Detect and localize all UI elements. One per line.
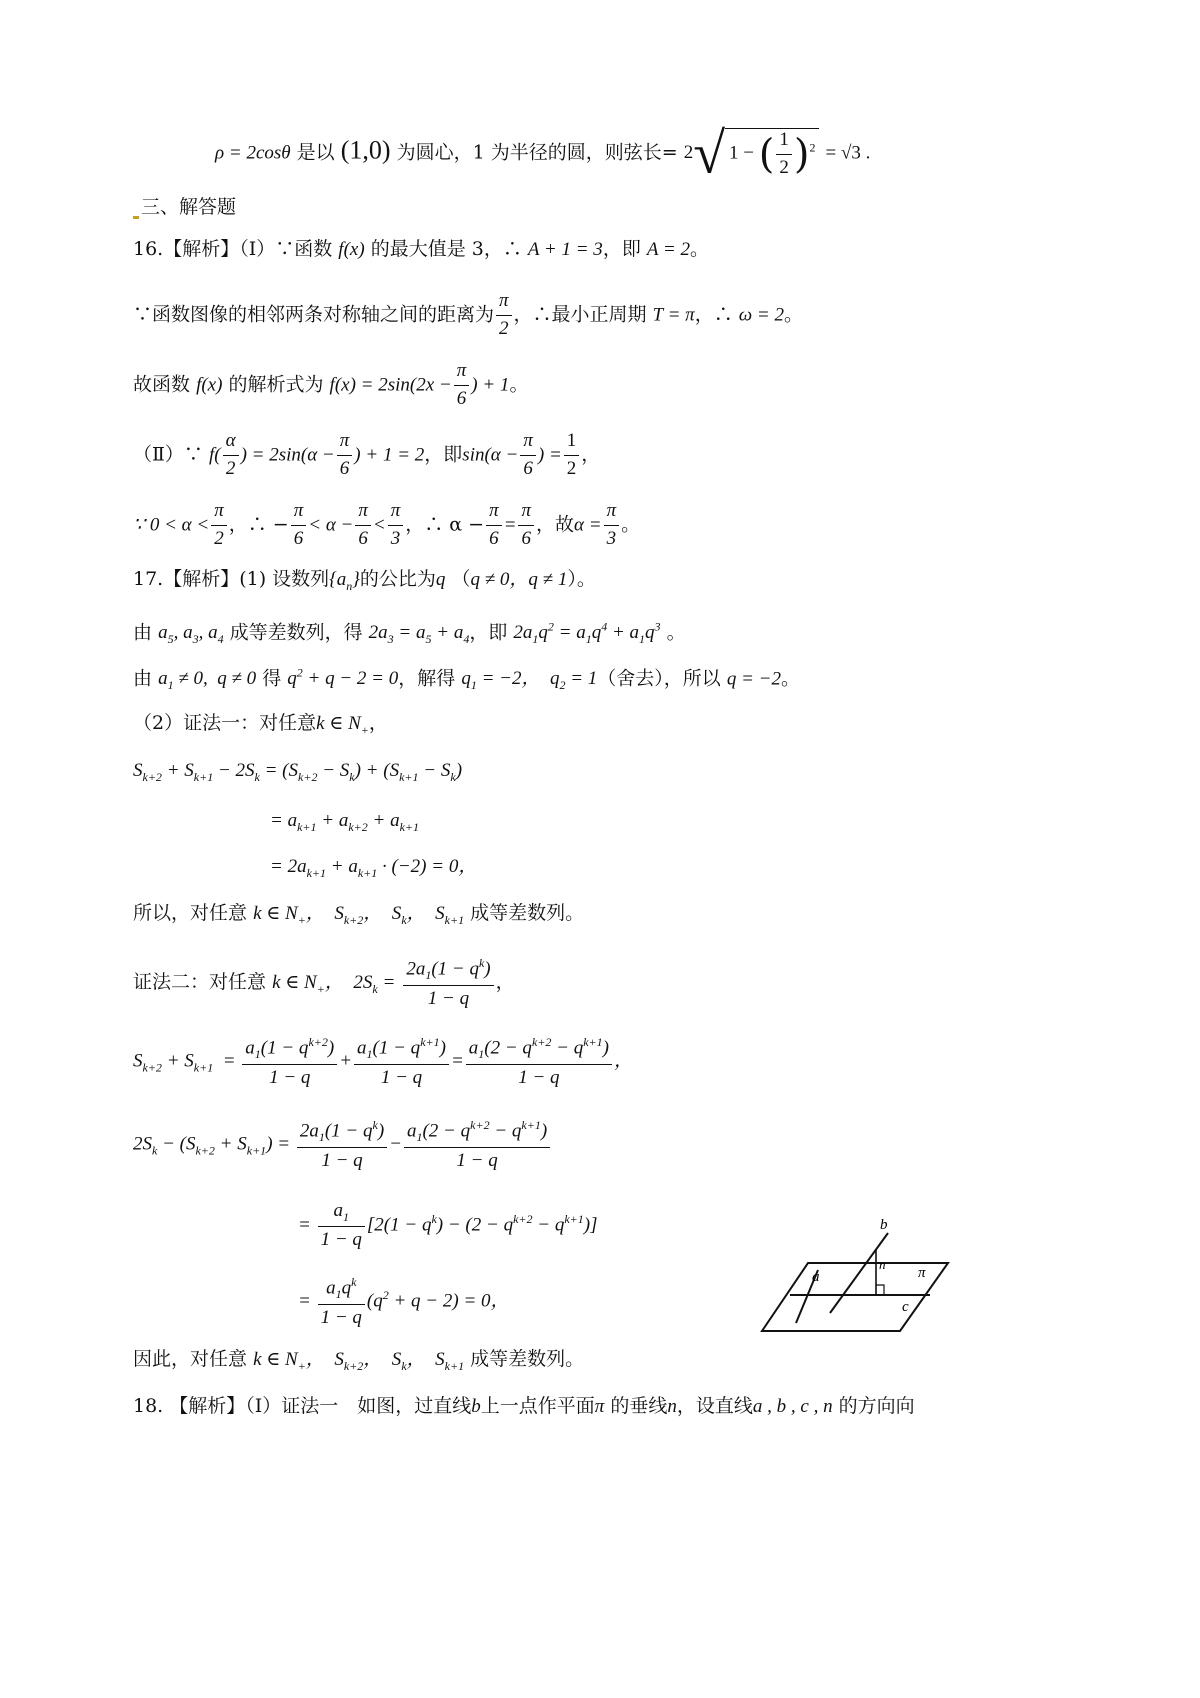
math: ∵ 0 < α <: [133, 514, 210, 536]
math: A + 1 = 3: [527, 239, 603, 260]
math: $q^2 + q - 2 = 0$: [287, 666, 399, 690]
text: ，∴: [694, 303, 733, 326]
text: 的最大值是 3，∴: [370, 238, 522, 260]
text: 。: [509, 373, 529, 396]
q17-eq-3: = $2a_{k+1} + a_{k+1} \cdot (-2) = 0$，: [270, 856, 478, 880]
math: ) = 2sin(α −: [240, 444, 335, 466]
q18-line-1: [133, 1395, 915, 1419]
q17-line-8: [133, 902, 584, 927]
math: b: [471, 1396, 481, 1417]
fraction: $\frac{a_1(2 - q^{k+2} - q^{k+1})}{1 - q}$: [404, 1118, 550, 1172]
math: q = −2: [726, 668, 782, 690]
text: 由: [133, 667, 153, 690]
plane-figure: [760, 1215, 960, 1340]
label-b: b: [880, 1217, 888, 1233]
text: ，∴最小正周期: [513, 303, 647, 326]
math: q ≠ 0，q ≠ 1: [470, 569, 568, 590]
math: T = π: [652, 304, 695, 326]
math: f(x): [338, 239, 365, 260]
text: 。: [689, 238, 709, 260]
math: ) =: [537, 444, 562, 466]
center-point: (1,0): [340, 135, 391, 165]
pi-over-6: $\frac{\pi}{6}$: [337, 430, 353, 481]
math: f(: [208, 444, 221, 466]
q17-line-2: [133, 620, 686, 647]
pi-over-6: $\frac{\pi}{6}$: [520, 430, 536, 481]
line-b: [830, 1233, 888, 1313]
label-c: c: [902, 1299, 909, 1315]
math: <: [372, 514, 386, 536]
text: ，即: [602, 238, 641, 260]
text: 为圆心，1 为半径的圆，则弦长=: [396, 141, 678, 164]
analysis-tag: 【解析】: [163, 238, 240, 260]
q17-line-3: [133, 666, 800, 693]
text: ，∴ α −: [405, 513, 485, 536]
text: ∵函数图像的相邻两条对称轴之间的距离为: [133, 303, 495, 326]
fraction: $\frac{a_1(1 - q^{k+1})}{1 - q}$: [354, 1035, 449, 1089]
fraction: $\frac{a_1}{1 - q}$: [318, 1200, 365, 1252]
one-half: $\frac{1}{2}$: [564, 430, 580, 481]
q17-line-1: 17.【解析】(1) 设数列$\{a_n\}$的公比为q （q ≠ 0，q ≠ 1）。: [133, 568, 596, 593]
math: q: [435, 569, 446, 590]
pi-over-6: $\frac{\pi}{6}$: [355, 500, 371, 551]
pi-over-2: $\frac{\pi}{2}$: [496, 290, 512, 341]
text: 成等差数列。: [470, 1348, 585, 1370]
mark-icon: [133, 216, 139, 219]
label-pi: π: [918, 1265, 926, 1281]
text: 的垂线: [610, 1395, 668, 1417]
q16-line-3: [133, 360, 528, 411]
text: 17.【解析】(1) 设数列: [133, 568, 330, 590]
math: k ∈ $N_+$， $2S_k$ =: [272, 972, 396, 996]
text: ，解得: [398, 667, 456, 690]
text: ，即: [424, 443, 463, 466]
text: ）。: [567, 568, 596, 590]
q16-line-4: [133, 430, 600, 481]
text: ，即: [469, 621, 508, 644]
math: k ∈ $N_+$: [316, 713, 369, 737]
pi-over-3: $\frac{\pi}{3}$: [388, 500, 404, 551]
math: }: [352, 569, 360, 590]
text: 。: [666, 621, 686, 644]
math: $a_1 \ne 0$, q ≠ 0: [158, 668, 257, 693]
math: n: [667, 1396, 677, 1417]
text: 得: [262, 667, 282, 690]
fraction: $\frac{a_1(2 - q^{k+2} - q^{k+1})}{1 - q}$: [466, 1035, 612, 1089]
label-a: a: [812, 1269, 820, 1285]
fraction: $\frac{a_1(1 - q^{k+2})}{1 - q}$: [242, 1035, 337, 1089]
pi-over-2: $\frac{\pi}{2}$: [211, 500, 227, 551]
chord-result: = √3 .: [825, 142, 871, 164]
math: ) + 1: [471, 374, 510, 396]
fraction: $\frac{a_1q^k}{1 - q}$: [318, 1275, 365, 1329]
q17-eq-diff: $2S_k - (S_{k+2} + S_{k+1})$ = $\frac{2a_1(1 - q^k)}{1 - q}$ − $\frac{a_1(2 - q^{k+2} - q^{k+1})}{1 - q}$: [133, 1118, 552, 1172]
q17-line-9: 证法二：对任意 k ∈ $N_+$， $2S_k$ = $\frac{2a_1(1 - q^k)}{1 - q}$ ，: [133, 956, 515, 1009]
math: =: [503, 514, 517, 536]
math: $2a_3 = a_5 + a_4$: [368, 622, 470, 647]
text: 由: [133, 621, 153, 644]
fraction: $\frac{2a_1(1 - q^k)}{1 - q}$: [297, 1118, 387, 1172]
section-title-text: 三、解答题: [141, 196, 237, 218]
text: 。: [781, 667, 801, 690]
right-angle-mark: [876, 1285, 884, 1295]
text: 因此，对任意: [133, 1348, 248, 1370]
math: f(x) = 2sin(2x −: [329, 374, 452, 396]
text: 成等差数列，得: [229, 621, 363, 644]
math: a , b , c , n: [752, 1396, 833, 1417]
q17-eq-2: = $a_{k+1} + a_{k+2} + a_{k+1}$: [270, 810, 420, 834]
chord-formula: 2√ 1 − ( $\frac{1}{2}$ )$^2$: [684, 142, 820, 163]
text: ，故: [536, 513, 575, 536]
q17-line-15: [133, 1348, 584, 1373]
q17-eq-sum: $S_{k+2} + S_{k+1}$ = $\frac{a_1(1 - q^{k+2})}{1 - q}$ + $\frac{a_1(1 - q^{k+1})}{1 - q}$ = $\frac{a_1(2 - q^{k+2} - q^{k+1})}{1 - q}$ ，: [133, 1035, 633, 1088]
math: f(x): [196, 374, 223, 396]
section-title: [133, 196, 236, 219]
q17-eq-1: $S_{k+2} + S_{k+1} - 2S_k = (S_{k+2} - S_k) + (S_{k+1} - S_k)$: [133, 760, 463, 784]
pi-over-6: $\frac{\pi}{6}$: [291, 500, 307, 551]
q16-line-5: [133, 500, 640, 551]
math: ) + 1 = 2: [354, 444, 425, 466]
text: ，∴ −: [228, 513, 289, 536]
question-number: 16.: [133, 238, 164, 260]
math: ω = 2: [738, 304, 784, 326]
text: （: [451, 568, 471, 590]
q17-eq-step: = $\frac{a_1}{1 - q}$ $[2(1 - q^k) - (2 - q^{k+2} - q^{k+1})]$: [298, 1200, 598, 1251]
pi-over-3: $\frac{\pi}{3}$: [604, 500, 620, 551]
math: k ∈ $N_+$， $S_{k+2}$， $S_k$， $S_{k+1}$: [253, 903, 465, 927]
text: 。: [621, 513, 641, 536]
math: π: [594, 1396, 605, 1417]
math: A = 2: [646, 239, 690, 260]
math: sin(α −: [462, 444, 519, 466]
text: 是以: [296, 141, 335, 164]
q17-eq-final: = $\frac{a_1q^k}{1 - q}$ $(q^2 + q - 2) = 0$，: [298, 1275, 510, 1328]
q16-line-1: [133, 238, 709, 262]
pi-over-6: $\frac{\pi}{6}$: [486, 500, 502, 551]
math: < α −: [308, 514, 354, 536]
text: 的公比为: [359, 568, 436, 590]
text: 所以，对任意: [133, 902, 248, 924]
math: $2a_1q^2 = a_1q^4 + a_1q^3$: [513, 620, 661, 647]
text: （Ⅰ）∵函数: [239, 238, 333, 260]
text: （Ⅱ）∵: [133, 443, 203, 466]
text: 的解析式为: [228, 373, 324, 396]
math: α =: [574, 514, 602, 536]
pi-over-6: $\frac{\pi}{6}$: [518, 500, 534, 551]
text: 。: [784, 303, 804, 326]
math: {a: [329, 569, 347, 590]
q16-line-2: [133, 290, 803, 341]
alpha-over-2: $\frac{\alpha}{2}$: [223, 430, 239, 481]
text: 的方向向: [838, 1395, 915, 1417]
q17-line-4: [133, 712, 388, 737]
math: $q_1 = -2$， $q_2 = 1$: [461, 668, 598, 693]
text: ，: [581, 443, 601, 466]
pi-over-6: $\frac{\pi}{6}$: [454, 360, 470, 411]
text: 上一点作平面: [480, 1395, 595, 1417]
label-n: n: [879, 1257, 886, 1272]
math: $a_5$, $a_3$, $a_4$: [158, 622, 224, 647]
text: （2）证法一：对任意: [133, 712, 317, 734]
math: k ∈ $N_+$， $S_{k+2}$， $S_k$， $S_{k+1}$: [253, 1349, 465, 1373]
fraction: $\frac{2a_1(1 - q^k)}{1 - q}$: [403, 956, 493, 1010]
polar-equation: ρ = 2cosθ: [215, 142, 291, 164]
text: 故函数: [133, 373, 191, 396]
polar-circle-line: [215, 121, 871, 186]
text: 证法二：对任意: [133, 971, 267, 994]
text: （舍去），所以: [597, 667, 721, 690]
text: 成等差数列。: [470, 902, 585, 924]
text: ，: [368, 712, 388, 734]
text: ，设直线: [676, 1395, 753, 1417]
text: 18. 【解析】（Ⅰ）证法一 如图，过直线: [133, 1395, 472, 1417]
